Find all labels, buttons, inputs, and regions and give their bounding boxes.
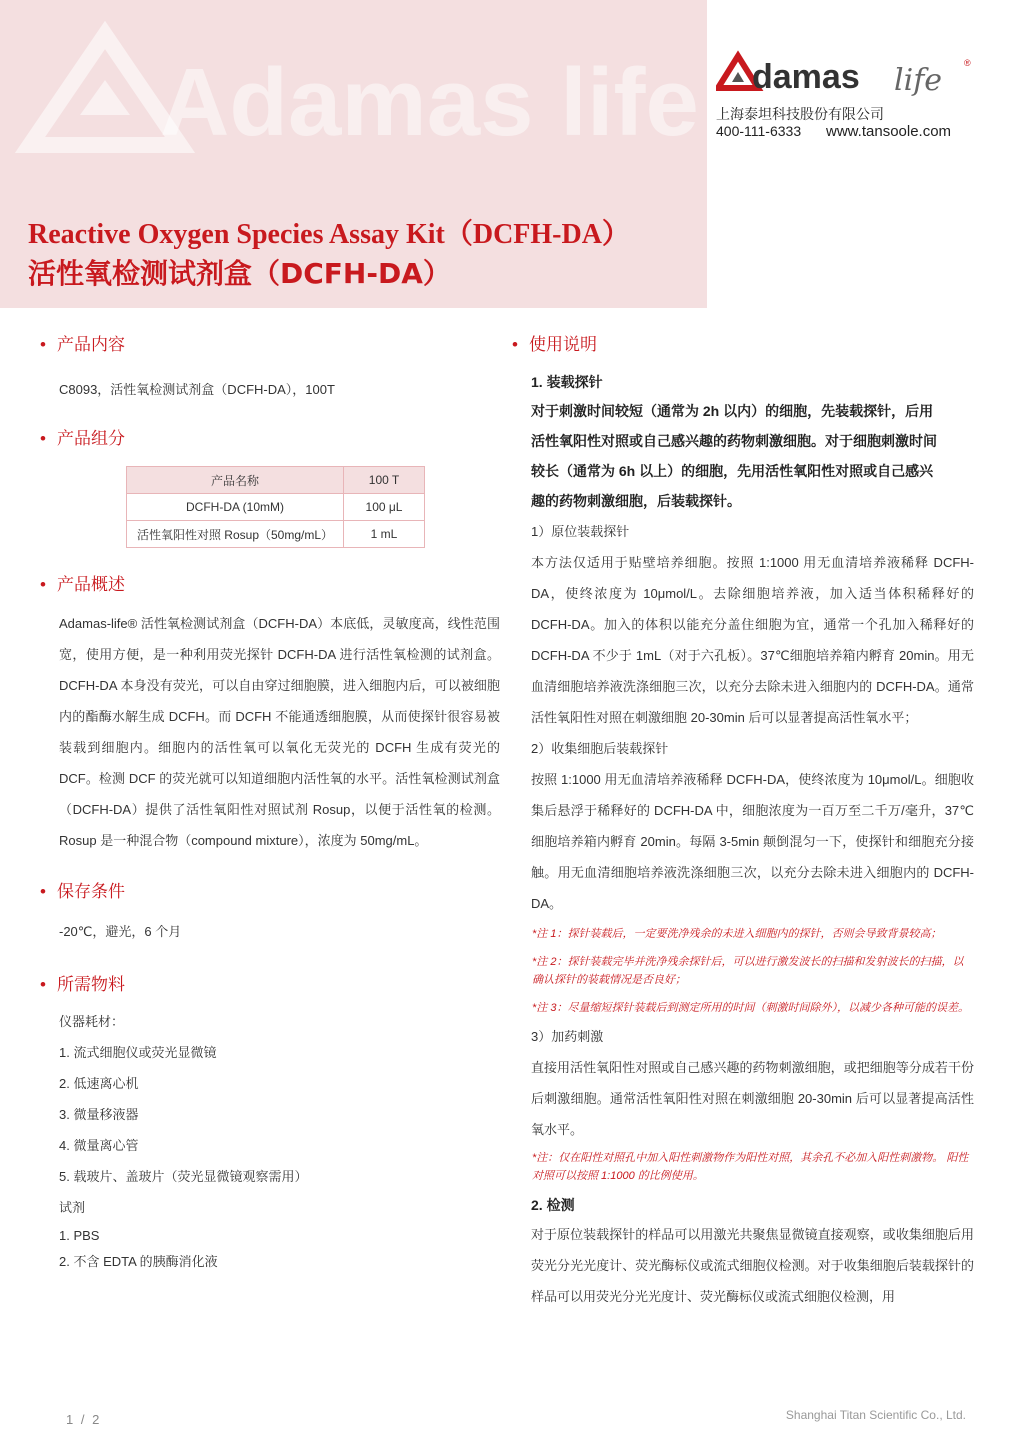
title-english: Reactive Oxygen Species Assay Kit（DCFH-DA） [28,219,630,250]
page-number: 1 / 2 [66,1412,102,1427]
list-item: 1. 流式细胞仪或荧光显微镜 [59,1045,217,1060]
reagents-label: 试剂 [59,1200,86,1215]
note-1: *注 1：探针装载后，一定要洗净残余的未进入细胞内的探针，否则会导致背景较高； [532,928,942,940]
table-header: 产品名称 [127,467,344,494]
list-item: 5. 载玻片、盖玻片（荧光显微镜观察需用） [59,1169,308,1184]
list-item: 3. 微量移液器 [59,1107,139,1122]
table-row [127,521,425,548]
table-cell: 100 μL [344,494,425,521]
svg-text:®: ® [964,58,971,68]
sub1-title: 1）原位装载探针 [531,524,630,539]
step1-intro: 对于刺激时间较短（通常为 2h 以内）的细胞，先装载探针，后用活性氧阳性对照或自己感兴趣的药物刺激细胞。对于细胞刺激时间较长（通常为 6h 以上）的细胞，先用活性氧阳性对照或自己感兴趣的药物刺激细胞，后装载探针。 [531,403,937,509]
note-3: *注 3：尽量缩短探针装载后到测定所用的时间（刺激时间除外），以减少各种可能的误差。 [532,1002,969,1014]
components-table [126,466,425,548]
step2-title: 2. 检测 [531,1197,575,1213]
title-chinese: 活性氧检测试剂盒（DCFH-DA） [28,257,451,290]
website-link[interactable]: www.tansoole.com [826,123,952,140]
right-column [512,333,974,1312]
sub3-text: 直接用活性氧阳性对照或自己感兴趣的药物刺激细胞，或把细胞等分成若干份后刺激细胞。通常活性氧阳性对照在刺激细胞 20-30min 后可以显著提高活性氧水平。 [531,1060,974,1137]
note-2: *注 2：探针装载完毕并洗净残余探针后，可以进行激发波长的扫描和发射波长的扫描，以确认探针的装载情况是否良好； [532,956,964,986]
content-text: C8093，活性氧检测试剂盒（DCFH-DA），100T [59,382,335,397]
sub3-title: 3）加药刺激 [531,1029,604,1044]
table-header: 100 T [344,467,425,494]
step2-text: 对于原位装载探针的样品可以用激光共聚焦显微镜直接观察，或收集细胞后用荧光分光光度计、荧光酶标仪或流式细胞仪检测。对于收集细胞后装载探针的样品可以用荧光分光光度计、荧光酶标仪或流式细胞仪检测，用 [531,1227,974,1304]
table-cell: DCFH-DA (10mM) [127,494,344,521]
instruments-label: 仪器耗材： [59,1014,125,1029]
list-item: 4. 微量离心管 [59,1138,139,1153]
table-header-row [127,467,425,494]
table-cell: 1 mL [344,521,425,548]
storage-text: -20℃，避光，6 个月 [59,924,182,939]
section-title-overview: • 产品概述 [40,575,125,594]
watermark-logo [10,20,707,160]
list-item: 1. PBS [59,1228,100,1243]
overview-text: Adamas-life® 活性氧检测试剂盒（DCFH-DA）本底低，灵敏度高，线性范围宽，使用方便，是一种利用荧光探针 DCFH-DA 进行活性氧检测的试剂盒。DCFH-DA 本身没有荧光，可以自由穿过细胞膜，进入细胞内后，可以被细胞内的酯酶水解生成 DCFH。而 DCFH 不能通透细胞膜，从而使探针很容易被装载到细胞内。细胞内的活性氧可以氧化无荧光的 DCFH 生成有荧光的 DCF。检测 DCF 的荧光就可以知道细胞内活性氧的水平。活性氧检测试剂盒（DCFH-DA）提供了活性氧阳性对照试剂 Rosup，以便于活性氧的检测。Rosup 是一种混合物（compound mixture），浓度为 50mg/mL。 [59,616,500,848]
sub2-title: 2）收集细胞后装载探针 [531,741,669,756]
company-name: 上海泰坦科技股份有限公司 [716,106,884,122]
sub1-text: 本方法仅适用于贴壁培养细胞。按照 1:1000 用无血清培养液稀释 DCFH-DA，使终浓度为 10μmol/L。去除细胞培养液，加入适当体积稀释好的 DCFH-DA。加入的体积以能充分盖住细胞为宜，通常一个孔加入稀释好的 DCFH-DA 不少于 1mL（对于六孔板）。37℃细胞培养箱内孵育 20min。用无血清细胞培养液洗涤细胞三次，以充分去除未进入细胞内的 DCFH-DA。通常活性氧阳性对照在刺激细胞 20-30min 后可以显著提高活性氧水平； [531,555,974,725]
footer-company: Shanghai Titan Scientific Co., Ltd. [785,1408,966,1422]
section-title-components: • 产品组分 [40,429,125,448]
logo-text: damas [752,58,860,96]
list-item: 2. 低速离心机 [59,1076,139,1091]
phone-number: 400-111-6333 [716,123,802,139]
note-4: *注：仅在阳性对照孔中加入阳性刺激物作为阳性对照，其余孔不必加入阳性刺激物。 阳性对照可以按照 1:1000 的比例使用。 [532,1152,969,1182]
section-title-usage: • 使用说明 [512,335,597,354]
table-cell: 活性氧阳性对照 Rosup（50mg/mL） [127,521,344,548]
step1-title: 1. 装载探针 [531,374,603,390]
logo-script: life [894,63,943,98]
list-item: 2. 不含 EDTA 的胰酶消化液 [59,1254,218,1269]
section-title-materials: • 所需物料 [40,975,125,994]
left-column [40,333,500,1275]
table-row [127,494,425,521]
section-title-storage: • 保存条件 [40,882,125,901]
sub2-text: 按照 1:1000 用无血清培养液稀释 DCFH-DA，使终浓度为 10μmol/L。细胞收集后悬浮于稀释好的 DCFH-DA 中，细胞浓度为一百万至二千万/毫升，37℃细胞培养箱内孵育 20min。每隔 3-5min 颠倒混匀一下，使探针和细胞充分接触。用无血清细胞培养液洗涤细胞三次，以充分去除未进入细胞内的 DCFH-DA。 [531,772,974,911]
watermark-text: Adamas life [160,49,699,156]
header-band [0,0,707,308]
section-title-content: • 产品内容 [40,335,125,354]
adamas-life-logo [716,44,976,108]
